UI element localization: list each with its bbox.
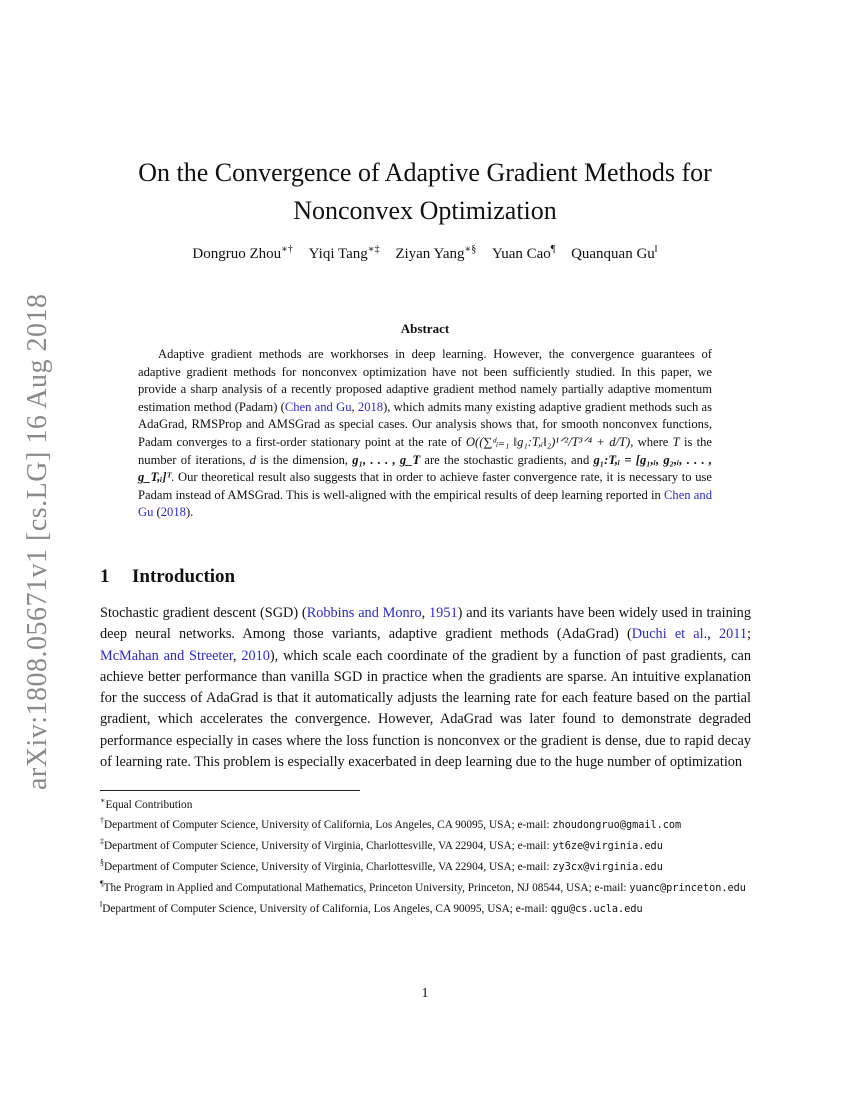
- author: Dongruo Zhou∗†: [192, 244, 293, 262]
- citation-year-link[interactable]: 2010: [241, 647, 270, 664]
- gradient-sequence: g₁, . . . , g_T: [352, 452, 421, 467]
- email-address: yt6ze@virginia.edu: [552, 840, 663, 852]
- citation-link[interactable]: Duchi et al.: [631, 626, 708, 643]
- section-number: 1: [100, 566, 110, 587]
- footnote: ∗Equal Contribution: [100, 796, 193, 811]
- section-heading: [100, 566, 750, 588]
- paper-title: [100, 154, 750, 230]
- abstract-heading: Abstract: [400, 321, 450, 336]
- footnote: §Department of Computer Science, University of Virginia, Charlottesville, VA 22904, USA; e-mail: zy3cx@virginia.edu: [100, 858, 663, 873]
- email-address: zhoudongruo@gmail.com: [552, 819, 682, 831]
- email-address: yuanc@princeton.edu: [629, 883, 746, 895]
- citation-year-link[interactable]: 2011: [718, 626, 748, 643]
- author: Quanquan Gu‖: [571, 244, 658, 262]
- footnote: †Department of Computer Science, University of California, Los Angeles, CA 90095, USA; e-mail: zhoudongruo@gmail.com: [100, 816, 682, 831]
- author-list: [100, 244, 750, 263]
- title-line-2: Nonconvex Optimization: [293, 196, 557, 225]
- citation-link[interactable]: Chen and Gu: [284, 399, 352, 414]
- page-number: 1: [421, 986, 429, 1001]
- abstract-body: Adaptive gradient methods are workhorses in deep learning. However, the convergence guarantees of adaptive gradient methods for nonconvex optimization have not been sufficiently studied. In this paper, we provide a sharp analysis of a recently proposed adaptive gradient method namely partially adaptive momentum estimation method (Padam) (Chen and Gu, 2018), which admits many existing adaptive gradient methods such as AdaGrad, RMSProp and AMSGrad as special cases. Our analysis shows that, for smooth nonconvex functions, Padam converges to a first-order stationary point at the rate of O((∑ᵈᵢ₌₁ ‖g₁:T,ᵢ‖₂)¹ᐟ²/T³ᐟ⁴ + d/T), where T is the number of iterations, d is the dimension, g₁, . . . , g_T are the stochastic gradients, and g₁:T,ᵢ = [g₁,ᵢ, g₂,ᵢ, . . . , g_T,ᵢ]ᵀ. Our theoretical result also suggests that in order to achieve faster convergence rate, it is necessary to use Padam instead of AMSGrad. This is well-aligned with the empirical results of deep learning reported in Chen and Gu (2018).: [138, 347, 713, 520]
- footnote: ¶The Program in Applied and Computational Mathematics, Princeton University, Princeton, NJ 08544, USA; e-mail: yuanc@princeton.edu: [100, 879, 746, 895]
- rate-expression: O((∑ᵈᵢ₌₁ ‖g₁:T,ᵢ‖₂)¹ᐟ²/T³ᐟ⁴ + d/T): [465, 434, 631, 449]
- introduction-paragraph: Stochastic gradient descent (SGD) (Robbins and Monro, 1951) and its variants have been widely used in training deep neural networks. Among those variants, adaptive gradient methods (AdaGrad) (Duchi et al., 2011; McMahan and Streeter, 2010), which scale each coordinate of the gradient by a function of past gradients, can achieve better performance than vanilla SGD in practice when the gradients are sparse. An intuitive explanation for the success of AdaGrad is that it automatically adjusts the learning rate for each feature based on the partial gradient, which accelerates the convergence. However, AdaGrad was later found to demonstrate degraded performance especially in cases where the loss function is nonconvex or the gradient is dense, due to rapid decay of learning rate. This problem is especially exacerbated in deep learning due to the huge number of optimization: [100, 605, 752, 771]
- email-address: qgu@cs.ucla.edu: [550, 904, 643, 916]
- citation-year-link[interactable]: 2018: [160, 505, 186, 520]
- footnotes: [100, 793, 752, 918]
- footnote-rule: [100, 790, 360, 791]
- citation-link[interactable]: Robbins and Monro: [306, 605, 422, 621]
- gradient-definition: g₁:T,ᵢ = [g₁,ᵢ, g₂,ᵢ, . . . , g_T,ᵢ]ᵀ: [138, 452, 712, 485]
- var-T: T: [672, 434, 680, 449]
- citation-year-link[interactable]: 1951: [429, 605, 458, 621]
- author: Ziyan Yang∗§: [395, 244, 477, 262]
- citation-link[interactable]: Chen and Gu: [138, 487, 712, 520]
- var-d: d: [249, 452, 256, 467]
- author: Yuan Cao¶: [492, 244, 556, 262]
- citation-link[interactable]: McMahan and Streeter: [100, 647, 233, 664]
- footnote: ‖Department of Computer Science, University of California, Los Angeles, CA 90095, USA; e-mail: qgu@cs.ucla.edu: [100, 900, 643, 916]
- author: Yiqi Tang∗‡: [308, 244, 380, 262]
- footnote: ‡Department of Computer Science, University of Virginia, Charlottesville, VA 22904, USA; e-mail: yt6ze@virginia.edu: [100, 837, 663, 852]
- email-address: zy3cx@virginia.edu: [552, 861, 663, 873]
- section-title: Introduction: [132, 566, 236, 587]
- citation-year-link[interactable]: 2018: [357, 399, 384, 414]
- arxiv-id-text: arXiv:1808.05671v1 [cs.LG] 16 Aug 2018: [22, 293, 53, 790]
- title-line-1: On the Convergence of Adaptive Gradient Methods for: [138, 158, 712, 187]
